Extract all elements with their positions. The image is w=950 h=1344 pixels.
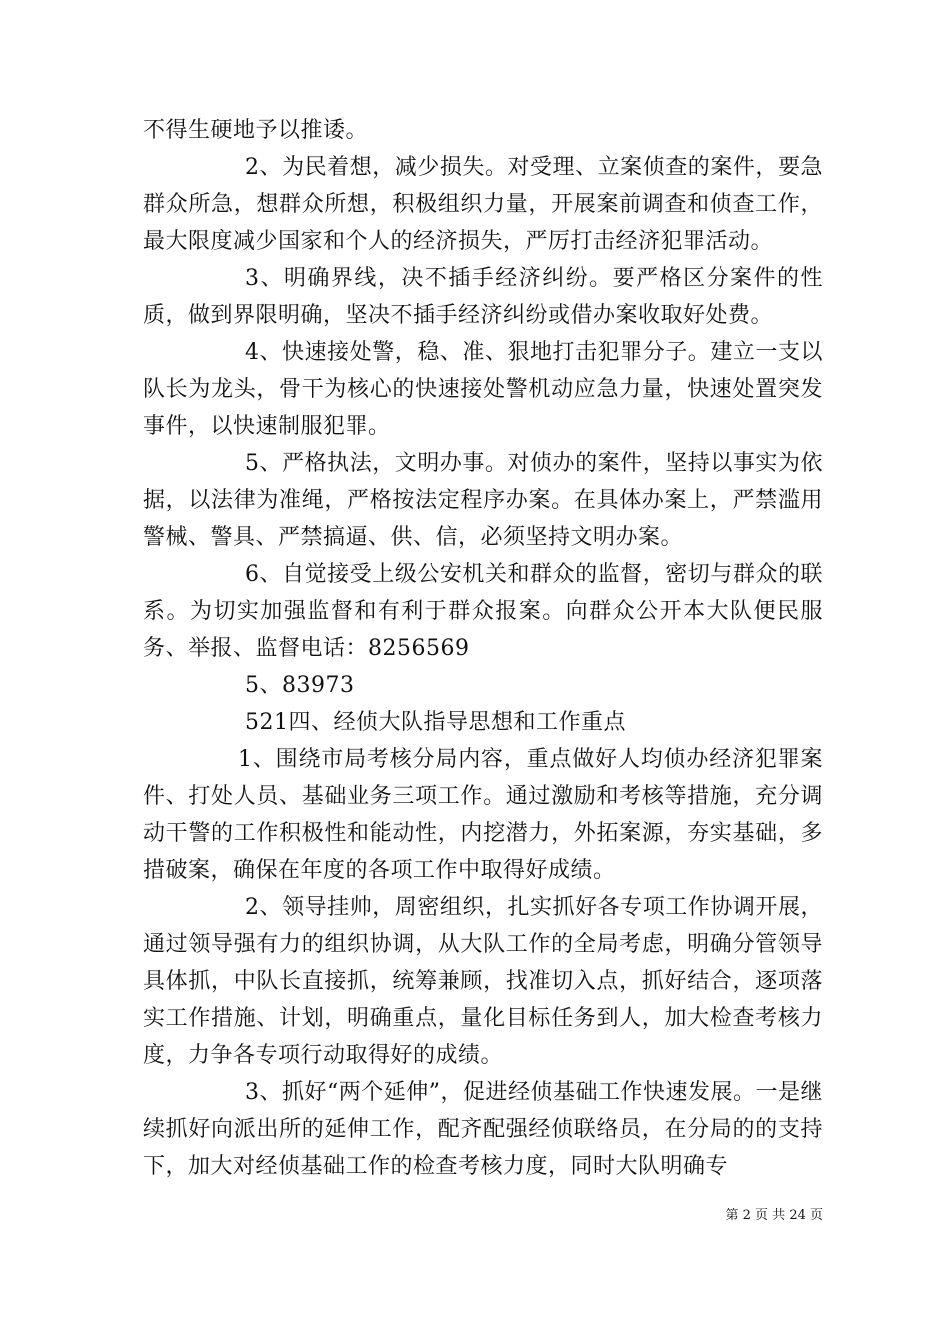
paragraph-item-5: 5、严格执法，文明办事。对侦办的案件，坚持以事实为依据，以法律为准绳，严格按法定程序办案。在具体办案上，严禁滥用警械、警具、严禁搞逼、供、信，必须坚持文明办案。 (143, 451, 823, 550)
paragraph-item-2: 2、为民着想，减少损失。对受理、立案侦查的案件，要急群众所急，想群众所想，积极组织力量，开展案前调查和侦查工作，最大限度减少国家和个人的经济损失，严厉打击经济犯罪活动。 (143, 155, 823, 254)
paragraph-focus-1: 1、围绕市局考核分局内容，重点做好人均侦办经济犯罪案件、打处人员、基础业务三项工作。通过激励和考核等措施，充分调动干警的工作积极性和能动性，内挖潜力，外拓案源，夯实基础，多措破案，确保在年度的各项工作中取得好成绩。 (143, 747, 823, 883)
paragraph-item-3: 3、明确界线，决不插手经济纠纷。要严格区分案件的性质，做到界限明确，坚决不插手经济纠纷或借办案收取好处费。 (143, 266, 823, 328)
page-number: 第 2 页 共 24 页 (725, 1208, 823, 1223)
paragraph-focus-2: 2、领导挂帅，周密组织，扎实抓好各专项工作协调开展，通过领导强有力的组织协调，从大队工作的全局考虑，明确分管领导具体抓，中队长直接抓，统筹兼顾，找准切入点，抓好结合，逐项落实工作措施、计划，明确重点，量化目标任务到人，加大检查考核力度，力争各专项行动取得好的成绩。 (143, 895, 823, 1068)
document-body (143, 112, 823, 1185)
paragraph-item-6: 6、自觉接受上级公安机关和群众的监督，密切与群众的联系。为切实加强监督和有利于群众报案。向群众公开本大队便民服务、举报、监督电话：8256569 (143, 562, 823, 661)
paragraph-focus-3: 3、抓好“两个延伸”，促进经侦基础工作快速发展。一是继续抓好向派出所的延伸工作，配齐配强经侦联络员，在分局的的支持下，加大对经侦基础工作的检查考核力度，同时大队明确专 (143, 1080, 823, 1179)
paragraph-phone-fragment: 5、83973 (245, 673, 355, 698)
paragraph-continuation: 不得生硬地予以推诿。 (143, 118, 369, 143)
paragraph-item-4: 4、快速接处警，稳、准、狠地打击犯罪分子。建立一支以队长为龙头，骨干为核心的快速接处警机动应急力量，快速处置突发事件，以快速制服犯罪。 (143, 340, 823, 439)
section-heading: 521四、经侦大队指导思想和工作重点 (245, 710, 626, 735)
